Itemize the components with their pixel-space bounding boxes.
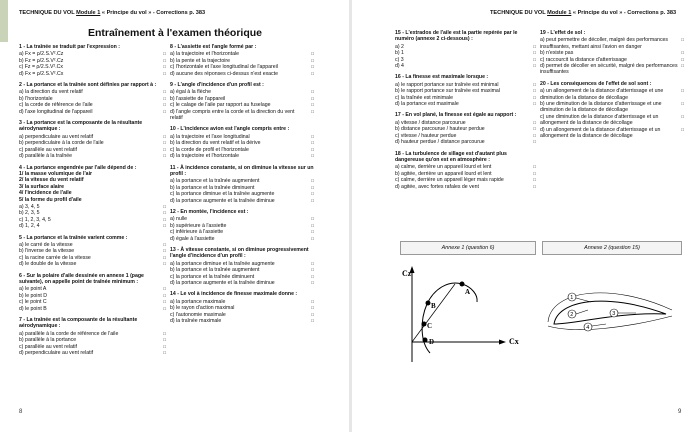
checkbox-icon[interactable]: □: [163, 350, 166, 356]
checkbox-icon[interactable]: □: [163, 216, 166, 222]
answer-text: d) la traînée maximale: [170, 318, 222, 325]
question-block: [170, 126, 314, 159]
question-block: [19, 120, 166, 159]
answer-text: b) perpendiculaire à la corde de l'aile: [19, 140, 104, 147]
checkbox-icon[interactable]: □: [533, 43, 536, 49]
label-a: A: [465, 288, 471, 296]
checkbox-icon[interactable]: □: [163, 241, 166, 247]
answer-text: a) le carré de la vitesse: [19, 241, 73, 248]
checkbox-icon[interactable]: □: [311, 89, 314, 95]
answer-text: a) Fx = ρ/2.S.V².Cz: [19, 51, 64, 58]
answer-text: b) distance parcourue / hauteur perdue: [395, 126, 485, 133]
question-text: 11 - À incidence constante, si on diminue la vitesse sur un profil :: [170, 164, 314, 177]
answer-option[interactable]: [395, 139, 536, 145]
checkbox-icon[interactable]: □: [163, 292, 166, 298]
answer-text: b) 2, 3, 5: [19, 210, 40, 217]
point-d: [423, 338, 428, 343]
answer-option[interactable]: [540, 127, 684, 140]
answer-text: c) le calage de l'aile par rapport au fuselage: [170, 102, 271, 109]
answer-option[interactable]: [170, 236, 314, 242]
annex-2-label: Annexe 2 (question 15): [542, 241, 682, 255]
question-text: 1 - La traînée se traduit par l'expression :: [19, 44, 120, 50]
checkbox-icon[interactable]: □: [311, 140, 314, 146]
answer-option[interactable]: [19, 350, 166, 356]
question-block: [19, 44, 166, 77]
checkbox-icon[interactable]: □: [311, 95, 314, 101]
answer-text: b) supérieure à l'assiette: [170, 222, 227, 229]
question-text: 14 - Le vol à incidence de finesse maximale donne :: [170, 291, 298, 298]
answer-text: a) un allongement de la distance d'atterrissage et une diminution de la distance de décollage: [540, 88, 664, 101]
answer-text: d) égale à l'assiette: [170, 235, 215, 242]
question-block: [19, 235, 166, 268]
checkbox-icon[interactable]: □: [533, 88, 536, 94]
answer-option[interactable]: [19, 306, 166, 312]
question-block: [395, 112, 536, 145]
checkbox-icon[interactable]: □: [311, 197, 314, 203]
answer-text: b) l'assiette de l'appareil: [170, 95, 226, 102]
header-module: Module 1: [76, 10, 101, 16]
checkbox-icon[interactable]: □: [311, 267, 314, 273]
polar-diagram: [392, 262, 542, 372]
answer-option[interactable]: [395, 63, 536, 69]
left-column-2: [170, 44, 314, 329]
checkbox-icon[interactable]: □: [163, 223, 166, 229]
checkbox-icon[interactable]: □: [311, 216, 314, 222]
checkbox-icon[interactable]: □: [311, 108, 314, 114]
answer-text: b) la portance et la traînée augmentent: [170, 267, 260, 274]
checkbox-icon[interactable]: □: [311, 64, 314, 70]
left-header: [19, 10, 205, 16]
answer-text: d) aucune des réponses ci-dessus n'est exacte: [170, 70, 278, 77]
checkbox-icon[interactable]: □: [163, 89, 166, 95]
answer-option[interactable]: [540, 37, 684, 50]
checkbox-icon[interactable]: □: [163, 286, 166, 292]
checkbox-icon[interactable]: □: [163, 64, 166, 70]
checkbox-icon[interactable]: □: [311, 311, 314, 317]
checkbox-icon[interactable]: □: [163, 51, 166, 57]
checkbox-icon[interactable]: □: [311, 51, 314, 57]
question-text: 20 - Les conséquences de l'effet de sol sont :: [540, 80, 652, 87]
answer-text: d) la portance augmente et la traînée diminue: [170, 280, 275, 286]
question-text: 5 - La portance et la traînée varient comme :: [19, 234, 128, 241]
question-text: 2 - La portance et la traînée sont définies par rapport à :: [19, 82, 157, 89]
checkbox-icon[interactable]: □: [311, 229, 314, 235]
checkbox-icon[interactable]: □: [163, 305, 166, 311]
answer-text: d) la portance est maximale: [395, 101, 459, 108]
header-suffix: « Principe du vol » - Corrections p. 383: [100, 10, 206, 16]
checkbox-icon[interactable]: □: [163, 210, 166, 216]
checkbox-icon[interactable]: □: [311, 133, 314, 139]
checkbox-icon[interactable]: □: [533, 63, 536, 69]
answer-text: c) la traînée est minimale: [395, 94, 453, 101]
question-text: 17 - En vol plané, la finesse est égale au rapport :: [395, 112, 517, 119]
point-a: [460, 282, 465, 287]
checkbox-icon[interactable]: □: [311, 102, 314, 108]
answer-text: b) la direction du vent relatif et la dérive: [170, 140, 261, 147]
question-text: 19 - L'effet de sol :: [540, 30, 586, 36]
checkbox-icon[interactable]: □: [163, 108, 166, 114]
answer-text: d) l'axe longitudinal de l'appareil: [19, 108, 93, 115]
answer-text: a) 2: [395, 43, 404, 50]
answer-text: b) agitée, derrière un appareil lourd et lent: [395, 170, 492, 177]
checkbox-icon[interactable]: □: [311, 235, 314, 241]
num-4: 4: [586, 325, 590, 332]
checkbox-icon[interactable]: □: [163, 248, 166, 254]
answer-text: b) le point D: [19, 292, 47, 299]
checkbox-icon[interactable]: □: [311, 191, 314, 197]
checkbox-icon[interactable]: □: [681, 126, 684, 132]
question-text: 12 - En montée, l'incidence est :: [170, 208, 249, 215]
answer-option[interactable]: [19, 261, 166, 267]
answer-text: c) vitesse / hauteur perdue: [395, 132, 457, 139]
answer-text: c) le point C: [19, 299, 47, 306]
answer-text: a) la trajectoire et l'axe longitudinal: [170, 133, 250, 140]
answer-text: c) Fz = ρ/2.S.V².Cx: [19, 64, 64, 71]
question-block: [19, 273, 166, 312]
answer-text: c) la racine carrée de la vitesse: [19, 254, 91, 261]
cx-arrow-icon: [499, 340, 506, 345]
answer-text: b) le rayon d'action maximal: [170, 305, 235, 312]
answer-text: b) l'horizontale: [19, 95, 53, 102]
question-block: [395, 151, 536, 190]
question-text: 3 - La portance est la composante de la résultante aérodynamique :: [19, 120, 143, 133]
answer-option[interactable]: [170, 318, 314, 324]
answer-option[interactable]: [19, 223, 166, 229]
checkbox-icon[interactable]: □: [311, 298, 314, 304]
checkbox-icon[interactable]: □: [533, 126, 536, 132]
answer-option[interactable]: [170, 280, 314, 286]
answer-text: a) nulle: [170, 216, 188, 223]
answer-option[interactable]: [540, 63, 684, 76]
answer-text: b) le rapport portance sur traînée est maximal: [395, 88, 500, 95]
answer-text: a) la trajectoire et l'horizontale: [170, 51, 240, 58]
question-block: [395, 30, 536, 69]
header-prefix: TECHNIQUE DU VOL: [19, 10, 77, 16]
num-1: 1: [570, 295, 574, 302]
header-module: Module 1: [547, 10, 572, 16]
answer-text: c) calme, derrière un appareil léger mais rapide: [395, 177, 504, 184]
answer-text: d) Fx = ρ/2.S.V².Cx: [19, 70, 64, 77]
label-c: C: [427, 322, 433, 330]
question-text: 18 - La turbulence de sillage est d'autant plus dangereuse qu'on est en atmosphère :: [395, 150, 507, 163]
checkbox-icon[interactable]: □: [163, 330, 166, 336]
answer-text: d) parallèle à la traînée: [19, 153, 73, 160]
checkbox-icon[interactable]: □: [533, 183, 536, 189]
question-block: [170, 165, 314, 204]
answer-text: a) la portance et la traînée augmentent: [170, 178, 260, 185]
question-text: 4 - La portance engendrée par l'aile dépend de : 1/ la masse volumique de l'air 2/ la vitesse du vent relatif 3/ la surface alaire 4/ l'incidence de l'aile 5/ la forme du profil d'aile: [19, 164, 137, 203]
answer-text: a) calme, derrière un appareil lourd et lent: [395, 164, 492, 171]
num-3: 3: [612, 311, 616, 318]
checkbox-icon[interactable]: □: [163, 343, 166, 349]
checkbox-icon[interactable]: □: [163, 133, 166, 139]
checkbox-icon[interactable]: □: [681, 113, 684, 119]
checkbox-icon[interactable]: □: [681, 56, 684, 62]
answer-option[interactable]: [395, 101, 536, 107]
point-b: [426, 301, 431, 306]
checkbox-icon[interactable]: □: [533, 132, 536, 138]
answer-text: d) agitée, avec fortes rafales de vent: [395, 183, 479, 190]
checkbox-icon[interactable]: □: [533, 101, 536, 107]
answer-text: c) la corde de référence de l'aile: [19, 102, 93, 109]
checkbox-icon[interactable]: □: [533, 50, 536, 56]
question-block: [540, 30, 684, 76]
answer-text: d) 4: [395, 63, 404, 70]
question-text: 8 - L'assiette est l'angle formé par :: [170, 44, 257, 50]
num-2: 2: [570, 312, 574, 319]
header-prefix: TECHNIQUE DU VOL: [490, 10, 548, 16]
checkbox-icon[interactable]: □: [311, 70, 314, 76]
answer-text: d) le double de la vitesse: [19, 261, 77, 268]
answer-text: a) parallèle à la corde de référence de l'aile: [19, 330, 119, 337]
question-block: [540, 81, 684, 140]
answer-text: d) l'angle compris entre la corde et la direction du vent relatif: [170, 108, 295, 122]
answer-text: a) la portance diminue et la traînée augmente: [170, 260, 275, 267]
checkbox-icon[interactable]: □: [163, 102, 166, 108]
checkbox-icon[interactable]: □: [163, 70, 166, 76]
checkbox-icon[interactable]: □: [311, 153, 314, 159]
checkbox-icon[interactable]: □: [163, 95, 166, 101]
question-text: 15 - L'extrados de l'aile est la partie repérée par le numéro (annexe 2 ci-dessous) :: [395, 30, 518, 43]
annex-1-label: Annexe 1 (question 6): [400, 241, 536, 255]
label-d: D: [429, 338, 435, 346]
checkbox-icon[interactable]: □: [533, 119, 536, 125]
page-number: 9: [678, 409, 682, 415]
answer-text: a) le rapport portance sur traînée est minimal: [395, 81, 499, 88]
left-column-1: [19, 44, 166, 361]
answer-text: c) parallèle au vent relatif: [19, 343, 77, 350]
answer-text: c) l'autonomie maximale: [170, 311, 226, 318]
answer-text: c) une diminution de la distance d'atterrissage et un allongement de la distance de décollage: [540, 113, 659, 127]
answer-text: c) la corde de profil et l'horizontale: [170, 146, 249, 153]
leader-2: [576, 310, 588, 314]
answer-text: b) la portance et la traînée diminuent: [170, 184, 255, 191]
answer-text: a) la portance maximale: [170, 298, 226, 305]
question-text: 9 - L'angle d'incidence d'un profil est :: [170, 82, 264, 89]
question-block: [170, 291, 314, 324]
checkbox-icon[interactable]: □: [311, 184, 314, 190]
answer-text: a) la direction du vent relatif: [19, 89, 83, 96]
leader-4: [592, 324, 606, 326]
answer-text: d) perpendiculaire au vent relatif: [19, 350, 94, 357]
cz-label: Cz: [402, 269, 412, 278]
question-text: 10 - L'incidence avion est l'angle compris entre :: [170, 126, 290, 133]
checkbox-icon[interactable]: □: [311, 222, 314, 228]
answer-text: d) la trajectoire et l'horizontale: [170, 153, 240, 160]
question-block: [19, 82, 166, 115]
answer-text: c) parallèle au vent relatif: [19, 146, 77, 153]
header-suffix: « Principe du vol » - Corrections p. 383: [571, 10, 677, 16]
checkbox-icon[interactable]: □: [311, 178, 314, 184]
airfoil-diagram: [536, 262, 686, 372]
checkbox-icon[interactable]: □: [533, 81, 536, 87]
upper-streamline: [548, 293, 672, 322]
checkbox-icon[interactable]: □: [163, 254, 166, 260]
checkbox-icon[interactable]: □: [311, 280, 314, 285]
answer-text: c) l'horizontale et l'axe longitudinal de l'appareil: [170, 64, 278, 71]
answer-text: c) la portance et la traînée diminuent: [170, 273, 255, 280]
point-c: [422, 322, 427, 327]
answer-option[interactable]: [170, 109, 314, 122]
answer-text: c) raccourcit la distance d'atterrissage: [540, 56, 627, 63]
tangent-line: [412, 284, 455, 342]
answer-text: b) parallèle à la portance: [19, 337, 77, 344]
answer-text: c) inférieure à l'assiette: [170, 229, 224, 236]
question-block: [170, 247, 314, 286]
answer-text: c) la portance diminue et la traînée augmente: [170, 191, 275, 198]
right-column-1: [395, 30, 536, 195]
checkbox-icon[interactable]: □: [681, 50, 684, 56]
checkbox-icon[interactable]: □: [681, 63, 684, 69]
answer-text: c) 3: [395, 56, 404, 63]
answer-text: a) perpendiculaire au vent relatif: [19, 133, 94, 140]
cx-label: Cx: [509, 337, 519, 346]
checkbox-icon[interactable]: □: [163, 153, 166, 159]
answer-text: d) la portance augmente et la traînée diminue: [170, 197, 275, 204]
question-text: 7 - La traînée est la composante de la résultante aérodynamique :: [19, 317, 138, 330]
answer-text: d) 1, 2, 4: [19, 223, 40, 230]
question-block: [395, 74, 536, 107]
checkbox-icon[interactable]: □: [681, 37, 684, 43]
answer-text: a) vitesse / distance parcourue: [395, 119, 466, 126]
label-b: B: [431, 302, 436, 310]
answer-option[interactable]: [395, 184, 536, 190]
checkbox-icon[interactable]: □: [681, 88, 684, 94]
answer-text: d) hauteur perdue / distance parcourue: [395, 139, 485, 146]
answer-text: d) permet de décoller en sécurité, malgré des performances insuffisantes: [540, 63, 678, 76]
answer-text: a) égal à la flèche: [170, 89, 211, 96]
checkbox-icon[interactable]: □: [533, 177, 536, 183]
answer-text: b) n'existe pas: [540, 50, 574, 57]
checkbox-icon[interactable]: □: [311, 57, 314, 63]
checkbox-icon[interactable]: □: [311, 260, 314, 266]
checkbox-icon[interactable]: □: [311, 146, 314, 152]
question-text: 13 - À vitesse constante, si on diminue progressivement l'angle d'incidence d'un profil :: [170, 246, 309, 260]
checkbox-icon[interactable]: □: [163, 57, 166, 63]
leader-1: [576, 298, 591, 302]
answer-option[interactable]: [19, 109, 166, 115]
checkbox-icon[interactable]: □: [163, 146, 166, 152]
checkbox-icon[interactable]: □: [533, 139, 536, 145]
page-title: Entraînement à l'examen théorique: [87, 27, 263, 39]
answer-text: b) Fz = ρ/2.S.V².Cz: [19, 57, 64, 64]
answer-text: c) 1, 2, 3, 4, 5: [19, 216, 51, 223]
answer-text: d) un allongement de la distance d'atterrissage et un allongement de la distance de décollage: [540, 126, 661, 140]
question-block: [170, 82, 314, 121]
checkbox-icon[interactable]: □: [163, 299, 166, 305]
question-block: [19, 165, 166, 230]
answer-text: d) le point B: [19, 305, 47, 312]
question-block: [170, 44, 314, 77]
answer-option[interactable]: [540, 88, 684, 101]
checkbox-icon[interactable]: □: [681, 101, 684, 107]
answer-text: b) 1: [395, 50, 404, 57]
answer-option[interactable]: [19, 153, 166, 159]
answer-text: b) l'inverse de la vitesse: [19, 248, 75, 255]
question-text: 16 - La finesse est maximale lorsque :: [395, 74, 489, 81]
right-column-2: [540, 30, 684, 145]
checkbox-icon[interactable]: □: [163, 140, 166, 146]
right-page: [352, 0, 700, 432]
answer-text: a) le point A: [19, 286, 47, 293]
answer-option[interactable]: [540, 114, 684, 127]
question-block: [170, 209, 314, 242]
checkbox-icon[interactable]: □: [533, 164, 536, 170]
answer-option[interactable]: [540, 101, 684, 114]
checkbox-icon[interactable]: □: [163, 337, 166, 343]
page-number: 8: [19, 409, 23, 415]
checkbox-icon[interactable]: □: [163, 203, 166, 209]
answer-text: b) une diminution de la distance d'atterrissage et une diminution de la distance de décollage: [540, 101, 662, 114]
answer-option[interactable]: [170, 153, 314, 159]
answer-text: a) 3, 4, 5: [19, 203, 40, 210]
answer-option[interactable]: [19, 71, 166, 77]
checkbox-icon[interactable]: □: [311, 318, 314, 324]
checkbox-icon[interactable]: □: [311, 305, 314, 311]
question-text: 6 - Sur la polaire d'aile dessinée en annexe 1 (page suivante), on appelle point de traînée minimum :: [19, 272, 144, 285]
right-header: [490, 10, 676, 16]
answer-option[interactable]: [170, 198, 314, 204]
answer-text: b) la pente et la trajectoire: [170, 57, 230, 64]
question-block: [19, 317, 166, 356]
answer-text: a) peut permettre de décoller, malgré des performances insuffisantes, mettant ainsi l'avion en danger: [540, 37, 669, 50]
checkbox-icon[interactable]: □: [533, 170, 536, 176]
checkbox-icon[interactable]: □: [533, 56, 536, 62]
checkbox-icon[interactable]: □: [311, 273, 314, 279]
checkbox-icon[interactable]: □: [533, 94, 536, 100]
answer-option[interactable]: [170, 71, 314, 77]
checkbox-icon[interactable]: □: [163, 261, 166, 267]
